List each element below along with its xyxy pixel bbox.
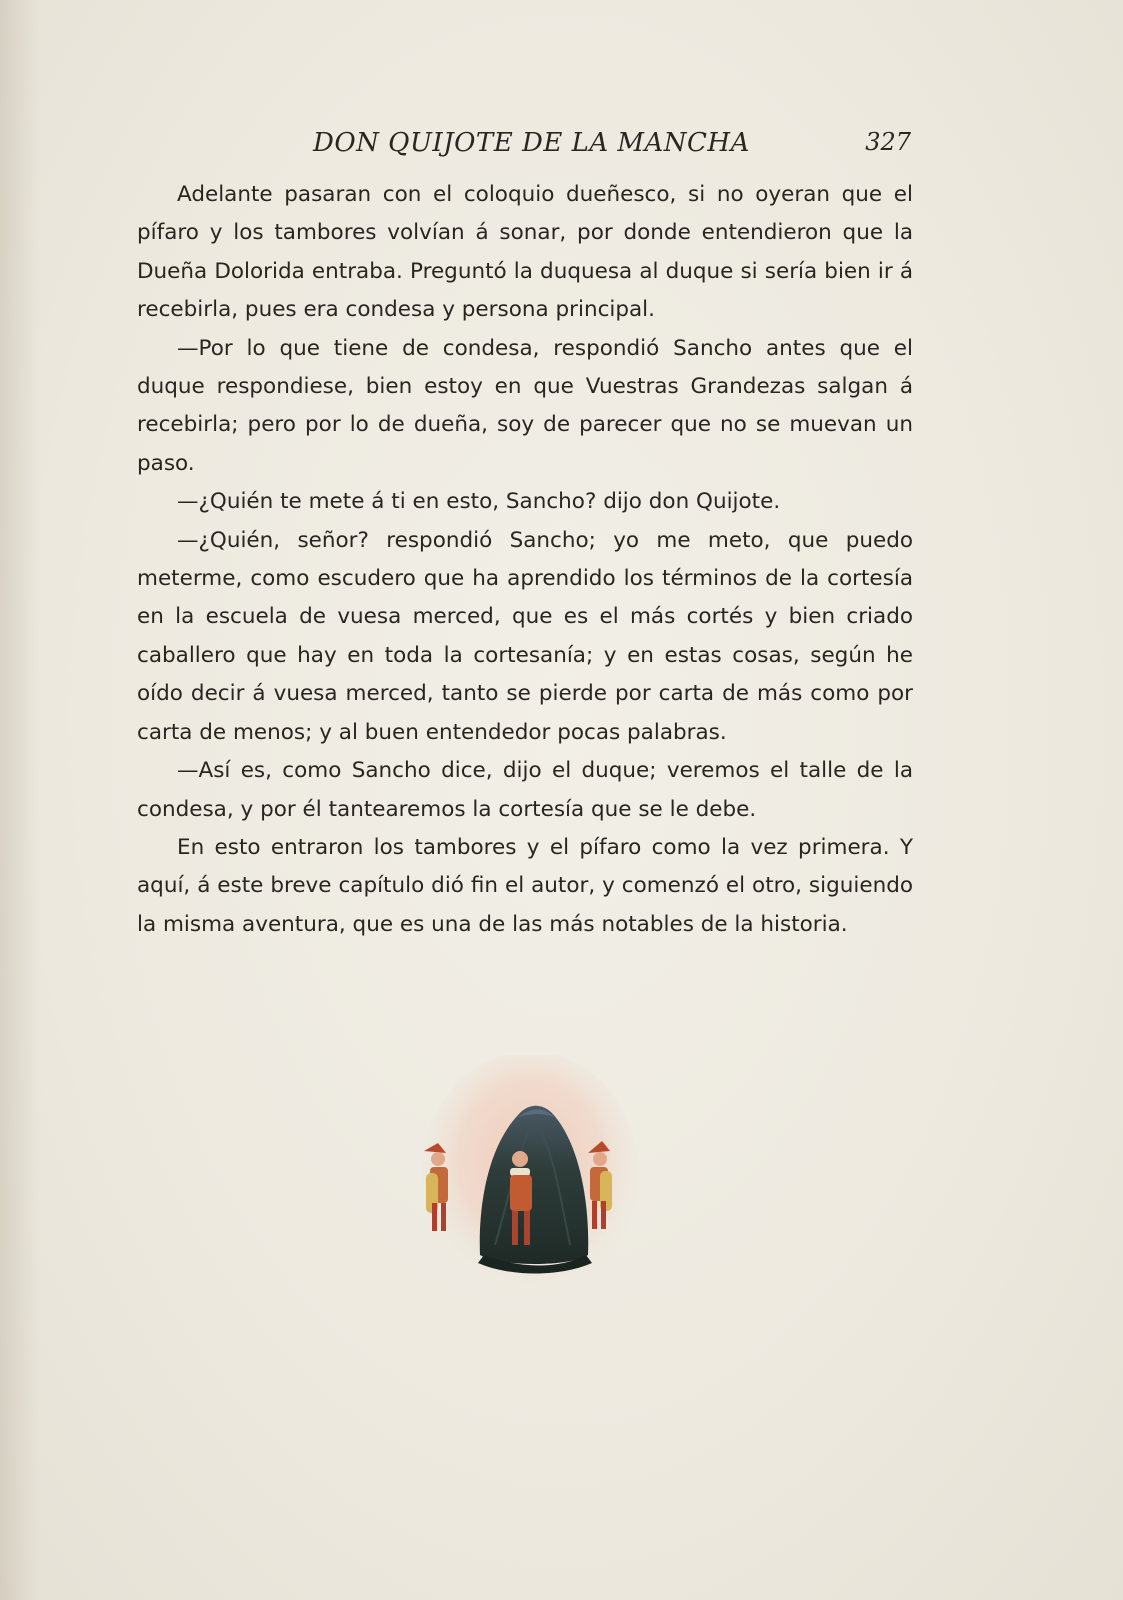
running-title: DON QUIJOTE DE LA MANCHA: [313, 128, 750, 158]
paragraph: Adelante pasaran con el coloquio dueñesco, si no oyeran que el pífaro y los tambores volvían á sonar, por donde entendieron que la Dueña Dolorida entraba. Preguntó la duquesa al duque si sería bien ir á recebirla, pues era condesa y persona principal.: [137, 182, 913, 323]
paragraph: —¿Quién, señor? respondió Sancho; yo me meto, que puedo meterme, como escudero que ha aprendido los términos de la cortesía en la escuela de vuesa merced, que es el más cortés y bien criado caballero que hay en toda la cortesanía; y en estas cosas, según he oído decir á vuesa merced, tanto se pierde por carta de más como por carta de menos; y al buen entendedor pocas palabras.: [137, 527, 913, 745]
body-text: [137, 176, 913, 944]
paragraph: —Así es, como Sancho dice, dijo el duque; veremos el talle de la condesa, y por él tantearemos la cortesía que se le debe.: [137, 758, 913, 822]
running-head: [137, 128, 913, 168]
paragraph: —Por lo que tiene de condesa, respondió Sancho antes que el duque respondiese, bien estoy en que Vuestras Grandezas salgan á recebirla; pero por lo de dueña, soy de parecer que no se muevan un paso.: [137, 335, 913, 476]
gutter-shadow: [0, 0, 40, 1600]
page-number: 327: [865, 128, 911, 156]
paragraph: —¿Quién te mete á ti en esto, Sancho? dijo don Quijote.: [177, 489, 781, 515]
paragraph: En esto entraron los tambores y el pífaro como la vez primera. Y aquí, á este breve capítulo dió fin el autor, y comenzó el otro, siguiendo la misma aventura, que es una de las más notables de la historia.: [137, 834, 913, 937]
tailpiece-illustration: [420, 1055, 640, 1305]
